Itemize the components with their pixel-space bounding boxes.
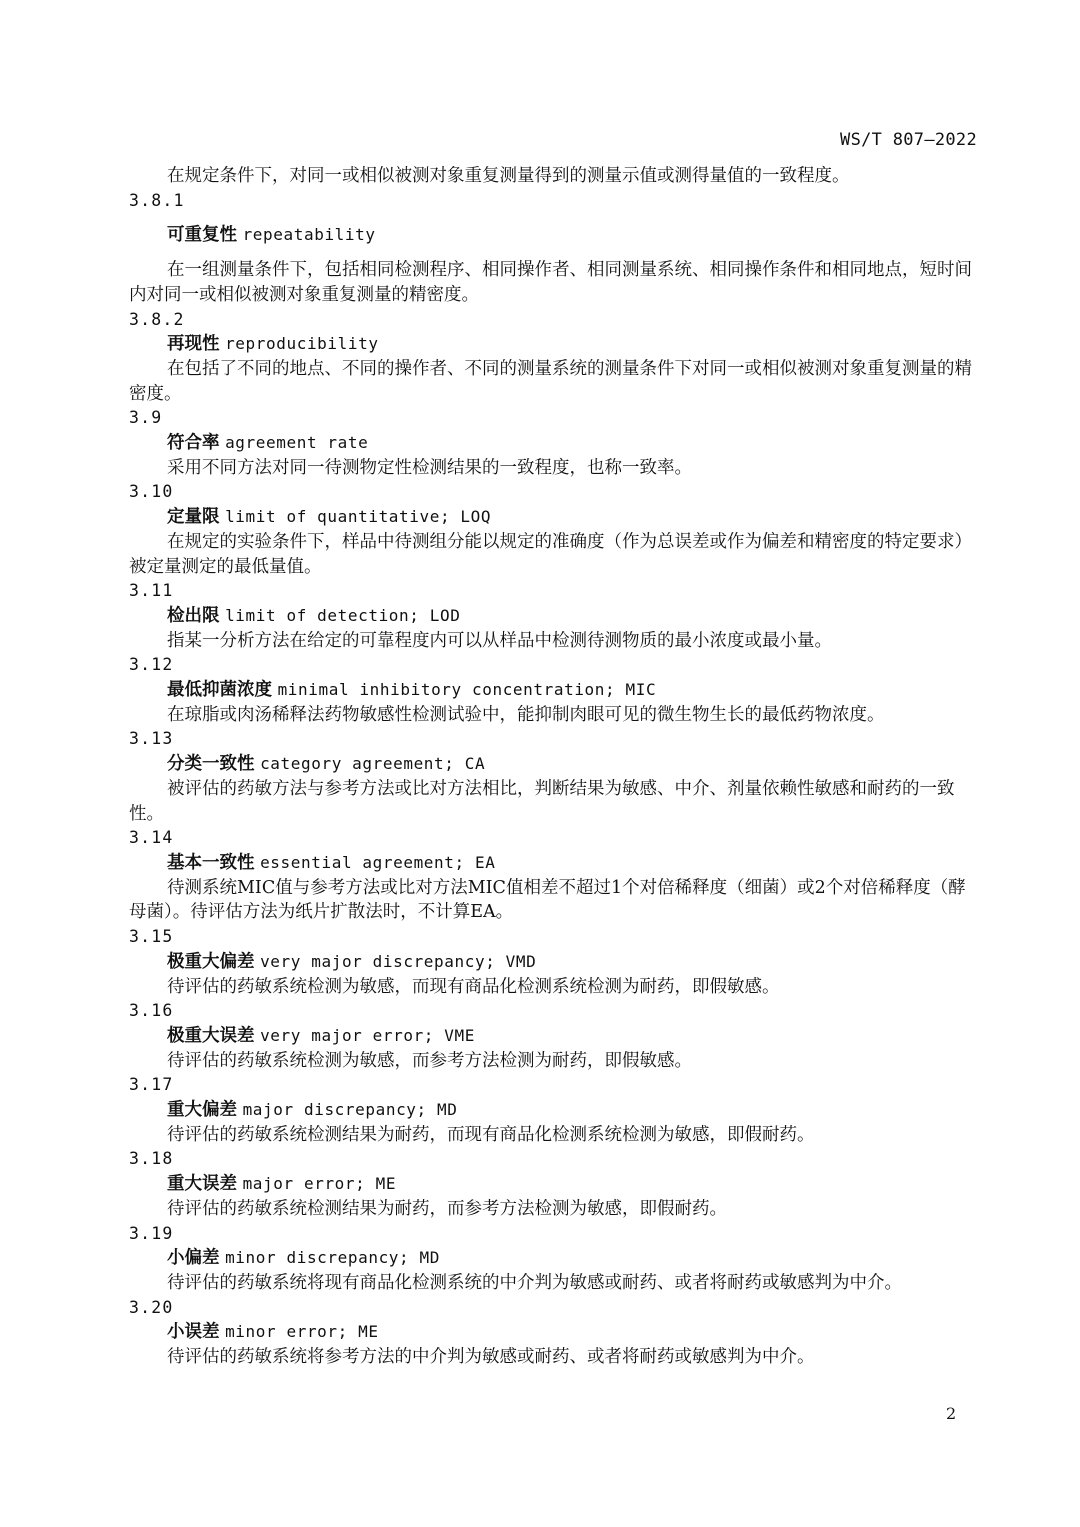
term-definition: 在包括了不同的地点、不同的操作者、不同的测量系统的测量条件下对同一或相似被测对象重复测量的精密度。 xyxy=(129,358,972,404)
term-heading xyxy=(129,1320,981,1345)
term-english: reproducibility xyxy=(225,334,379,354)
clause-number: 3.10 xyxy=(129,482,174,502)
term-chinese: 分类一致性 xyxy=(167,754,255,775)
term-definition: 在一组测量条件下，包括相同检测程序、相同操作者、相同测量系统、相同操作条件和相同地点，短时间内对同一或相似被测对象重复测量的精密度。 xyxy=(129,260,972,305)
clause-number: 3.18 xyxy=(129,1149,174,1169)
clause-number: 3.8.1 xyxy=(129,190,185,210)
term-english: category agreement; CA xyxy=(260,754,486,774)
term-definition: 待评估的药敏系统检测结果为耐药，而参考方法检测为敏感，即假耐药。 xyxy=(167,1198,727,1219)
term-chinese: 基本一致性 xyxy=(167,852,255,873)
term-english: agreement rate xyxy=(225,433,369,453)
term-english: very major error; VME xyxy=(260,1025,475,1045)
clause-number: 3.15 xyxy=(129,927,174,947)
term-heading xyxy=(129,678,981,703)
term-definition: 待测系统MIC值与参考方法或比对方法MIC值相差不超过1个对倍稀释度（细菌）或2个对倍稀释度（酵母菌）。待评估方法为纸片扩散法时，不计算EA。 xyxy=(129,877,966,923)
term-heading xyxy=(129,1024,981,1049)
term-chinese: 最低抑菌浓度 xyxy=(167,680,272,701)
term-definition: 在规定的实验条件下，样品中待测组分能以规定的准确度（作为总误差或作为偏差和精密度的特定要求）被定量测定的最低量值。 xyxy=(129,531,972,577)
term-english: limit of quantitative; LOQ xyxy=(225,507,492,527)
term-heading xyxy=(129,1098,981,1123)
term-chinese: 重大偏差 xyxy=(167,1100,237,1121)
page-number: 2 xyxy=(946,1404,957,1423)
standard-number: WS/T 807—2022 xyxy=(840,130,977,150)
term-heading xyxy=(129,950,981,975)
term-english: major discrepancy; MD xyxy=(242,1100,458,1120)
term-chinese: 极重大偏差 xyxy=(167,951,255,972)
clause-number: 3.16 xyxy=(129,1001,174,1021)
term-definition: 待评估的药敏系统检测为敏感，而现有商品化检测系统检测为耐药，即假敏感。 xyxy=(167,976,780,997)
document-body xyxy=(129,164,981,1370)
term-chinese: 小偏差 xyxy=(167,1248,220,1269)
term-definition: 待评估的药敏系统将现有商品化检测系统的中介判为敏感或耐药、或者将耐药或敏感判为中介。 xyxy=(167,1272,902,1293)
term-heading xyxy=(129,752,981,777)
term-chinese: 再现性 xyxy=(167,334,220,355)
term-english: very major discrepancy; VMD xyxy=(260,951,537,971)
term-definition: 采用不同方法对同一待测物定性检测结果的一致程度，也称一致率。 xyxy=(167,457,692,478)
term-heading xyxy=(129,223,981,248)
term-chinese: 小误差 xyxy=(167,1322,220,1343)
term-english: repeatability xyxy=(242,225,376,245)
term-definition: 待评估的药敏系统检测结果为耐药，而现有商品化检测系统检测为敏感，即假耐药。 xyxy=(167,1124,815,1145)
term-chinese: 符合率 xyxy=(167,433,220,454)
term-chinese: 检出限 xyxy=(167,605,220,626)
term-english: major error; ME xyxy=(242,1174,397,1194)
term-english: essential agreement; EA xyxy=(260,852,496,872)
term-definition: 指某一分析方法在给定的可靠程度内可以从样品中检测待测物质的最小浓度或最小量。 xyxy=(167,630,832,651)
term-english: minimal inhibitory concentration; MIC xyxy=(277,680,657,700)
term-chinese: 可重复性 xyxy=(167,225,237,246)
term-heading xyxy=(129,1172,981,1197)
term-heading xyxy=(129,332,981,357)
term-chinese: 重大误差 xyxy=(167,1174,237,1195)
term-chinese: 定量限 xyxy=(167,507,220,528)
clause-number: 3.12 xyxy=(129,655,174,675)
clause-number: 3.20 xyxy=(129,1297,174,1317)
term-english: limit of detection; LOD xyxy=(225,605,461,625)
clause-number: 3.9 xyxy=(129,408,163,428)
term-heading xyxy=(129,604,981,629)
clause-number: 3.14 xyxy=(129,828,174,848)
term-heading xyxy=(129,505,981,530)
clause-number: 3.13 xyxy=(129,729,174,749)
term-definition: 待评估的药敏系统将参考方法的中介判为敏感或耐药、或者将耐药或敏感判为中介。 xyxy=(167,1347,815,1368)
term-chinese: 极重大误差 xyxy=(167,1025,255,1046)
term-definition: 被评估的药敏方法与参考方法或比对方法相比，判断结果为敏感、中介、剂量依赖性敏感和耐药的一致性。 xyxy=(129,778,955,824)
clause-number: 3.8.2 xyxy=(129,309,185,329)
term-definition: 待评估的药敏系统检测为敏感，而参考方法检测为耐药，即假敏感。 xyxy=(167,1050,692,1071)
term-english: minor discrepancy; MD xyxy=(225,1248,440,1268)
term-definition: 在琼脂或肉汤稀释法药物敏感性检测试验中，能抑制肉眼可见的微生物生长的最低药物浓度。 xyxy=(167,704,885,725)
clause-number: 3.17 xyxy=(129,1075,174,1095)
term-english: minor error; ME xyxy=(225,1322,379,1342)
clause-number: 3.11 xyxy=(129,581,174,601)
clause-number: 3.19 xyxy=(129,1223,174,1243)
term-heading xyxy=(129,1246,981,1271)
term-heading xyxy=(129,431,981,456)
intro-paragraph: 在规定条件下，对同一或相似被测对象重复测量得到的测量示值或测得量值的一致程度。 xyxy=(167,166,850,186)
term-heading xyxy=(129,851,981,876)
